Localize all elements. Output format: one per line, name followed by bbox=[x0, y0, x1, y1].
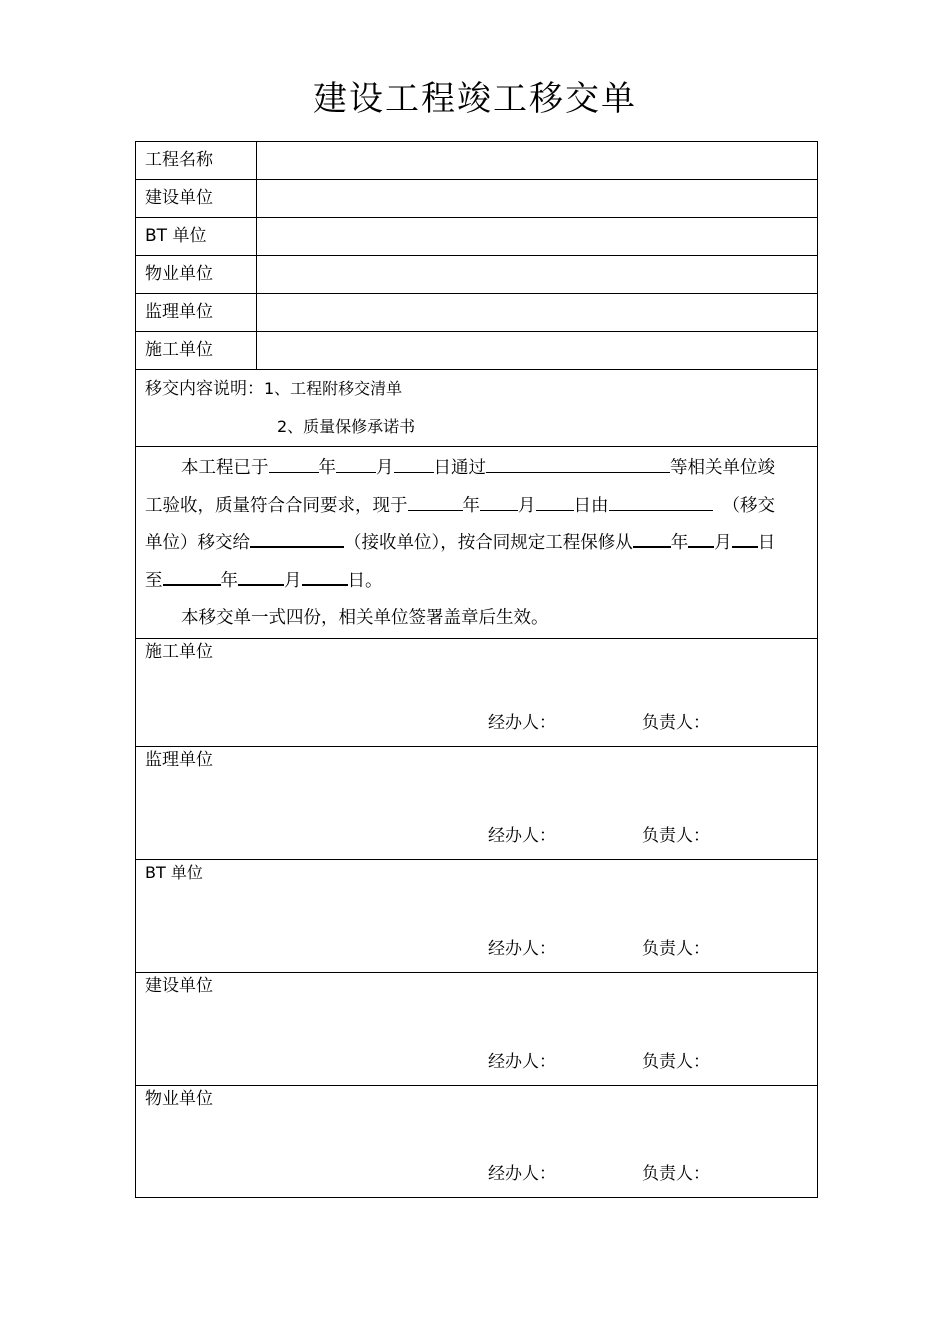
label-construction-unit: 建设单位 bbox=[136, 180, 257, 218]
signature-block-property bbox=[136, 1085, 818, 1197]
blank-accept-year[interactable] bbox=[269, 454, 319, 473]
blank-accept-day[interactable] bbox=[394, 454, 434, 473]
info-row-contractor-unit bbox=[136, 332, 818, 370]
signature-unit-label: BT 单位 bbox=[145, 862, 203, 882]
signature-block-supervision bbox=[136, 746, 818, 859]
day-label: 日 bbox=[757, 533, 776, 553]
handler-label: 经办人： bbox=[488, 825, 556, 846]
label-supervision-unit: 监理单位 bbox=[136, 294, 257, 332]
label-contractor-unit: 施工单位 bbox=[136, 332, 257, 370]
signature-unit-label: 监理单位 bbox=[145, 749, 213, 770]
blank-warranty-end-month[interactable] bbox=[238, 566, 284, 586]
blank-handover-month[interactable] bbox=[480, 492, 518, 511]
signature-cell-contractor bbox=[136, 638, 818, 746]
content-label: 移交内容说明： bbox=[145, 379, 264, 399]
info-row-supervision-unit bbox=[136, 294, 818, 332]
year-label: 年 bbox=[318, 458, 336, 478]
info-row-property-unit bbox=[136, 256, 818, 294]
statement-row bbox=[136, 447, 818, 639]
info-row-bt-unit bbox=[136, 218, 818, 256]
year-label: 年 bbox=[670, 533, 689, 553]
day-passed-label: 日通过 bbox=[433, 458, 486, 478]
handler-label: 经办人： bbox=[488, 712, 556, 733]
field-contractor-unit[interactable] bbox=[257, 332, 818, 370]
signature-cell-supervision bbox=[136, 746, 818, 859]
content-item-2: 2、质量保修承诺书 bbox=[277, 417, 416, 436]
statement-text-6: （接收单位），按合同规定工程保修从 bbox=[344, 533, 633, 553]
owner-label: 负责人： bbox=[642, 712, 710, 733]
statement-text-2: 等相关单位竣 bbox=[670, 458, 775, 478]
signature-block-construction bbox=[136, 972, 818, 1085]
blank-accepting-units[interactable] bbox=[486, 454, 670, 473]
month-label: 月 bbox=[518, 495, 536, 516]
copies-note: 本移交单一式四份，相关单位签署盖章后生效。 bbox=[181, 608, 549, 628]
owner-label: 负责人： bbox=[642, 1163, 710, 1184]
month-label: 月 bbox=[376, 458, 394, 478]
field-project-name[interactable] bbox=[257, 142, 818, 180]
signature-block-bt bbox=[136, 859, 818, 972]
document-title: 建设工程竣工移交单 bbox=[313, 79, 637, 119]
owner-label: 负责人： bbox=[642, 1051, 710, 1072]
year-label: 年 bbox=[220, 570, 238, 591]
owner-label: 负责人： bbox=[642, 938, 710, 959]
content-item-1: 1、工程附移交清单 bbox=[264, 379, 403, 398]
label-project-name: 工程名称 bbox=[136, 142, 257, 180]
blank-handover-day[interactable] bbox=[536, 492, 574, 511]
info-row-construction-unit bbox=[136, 180, 818, 218]
blank-accept-month[interactable] bbox=[336, 454, 376, 473]
signature-cell-bt bbox=[136, 859, 818, 972]
signature-cell-property bbox=[136, 1085, 818, 1197]
signature-unit-label: 物业单位 bbox=[145, 1088, 213, 1109]
field-construction-unit[interactable] bbox=[257, 180, 818, 218]
signature-unit-label: 建设单位 bbox=[145, 975, 213, 996]
field-bt-unit[interactable] bbox=[257, 218, 818, 256]
label-property-unit: 物业单位 bbox=[136, 256, 257, 294]
day-from-label: 日由 bbox=[573, 495, 609, 516]
blank-warranty-end-year[interactable] bbox=[163, 566, 221, 586]
blank-warranty-start-year[interactable] bbox=[633, 528, 671, 548]
info-row-project-name bbox=[136, 142, 818, 180]
handler-label: 经办人： bbox=[488, 938, 556, 959]
blank-warranty-start-month[interactable] bbox=[688, 528, 714, 548]
statement-cell bbox=[136, 447, 818, 639]
handler-label: 经办人： bbox=[488, 1163, 556, 1184]
field-property-unit[interactable] bbox=[257, 256, 818, 294]
month-label: 月 bbox=[714, 533, 732, 553]
label-bt-unit: BT 单位 bbox=[136, 218, 257, 256]
owner-label: 负责人： bbox=[642, 825, 710, 846]
signature-cell-construction bbox=[136, 972, 818, 1085]
blank-receiving-unit[interactable] bbox=[250, 528, 344, 548]
handler-label: 经办人： bbox=[488, 1051, 556, 1072]
blank-handover-unit[interactable] bbox=[609, 492, 713, 511]
signature-block-contractor bbox=[136, 638, 818, 746]
year-label: 年 bbox=[462, 495, 480, 516]
handover-form bbox=[135, 141, 818, 1198]
blank-warranty-start-day[interactable] bbox=[732, 528, 758, 548]
blank-warranty-end-day[interactable] bbox=[302, 566, 348, 586]
to-label: 至 bbox=[145, 570, 163, 591]
field-supervision-unit[interactable] bbox=[257, 294, 818, 332]
statement-text-4: （移交 bbox=[722, 495, 775, 516]
signature-unit-label: 施工单位 bbox=[145, 641, 213, 662]
statement-text-3: 工验收，质量符合合同要求，现于 bbox=[145, 495, 408, 516]
handover-content-row bbox=[136, 370, 818, 447]
statement-text-1: 本工程已于 bbox=[181, 458, 269, 478]
handover-content-cell bbox=[136, 370, 818, 447]
month-label: 月 bbox=[284, 570, 302, 591]
statement-paragraph bbox=[145, 450, 808, 638]
statement-text-5: 单位）移交给 bbox=[145, 533, 250, 553]
day-end-label: 日。 bbox=[347, 570, 383, 591]
blank-handover-year[interactable] bbox=[408, 492, 463, 511]
